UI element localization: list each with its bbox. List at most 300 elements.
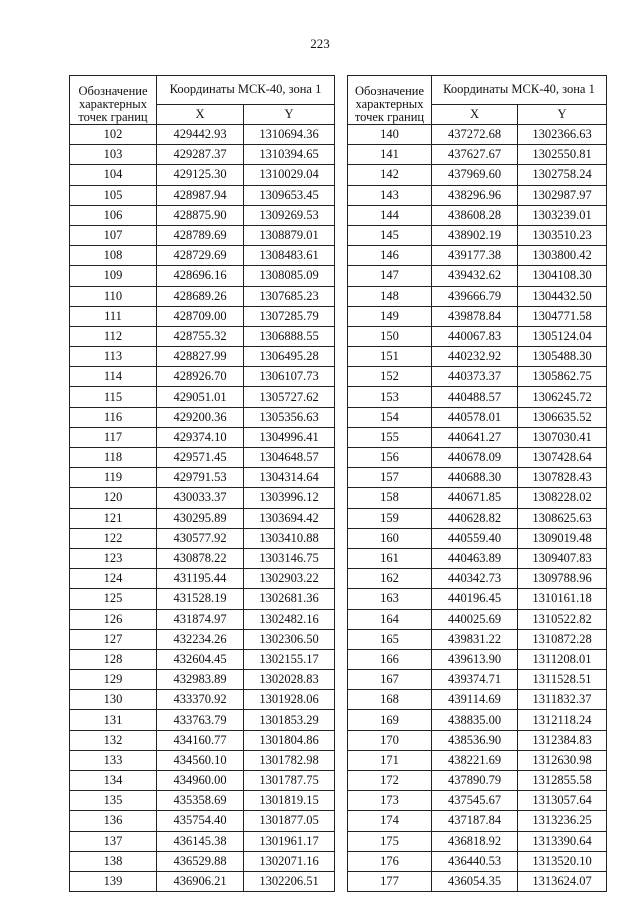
table-row	[348, 730, 607, 750]
point-number-cell: 112	[70, 326, 157, 346]
x-coordinate-cell: 433370.92	[157, 690, 244, 710]
point-number-cell: 121	[70, 508, 157, 528]
table-row	[348, 448, 607, 468]
table-row	[70, 649, 335, 669]
table-row	[70, 347, 335, 367]
y-coordinate-cell: 1310029.04	[244, 165, 335, 185]
x-coordinate-cell: 428789.69	[157, 225, 244, 245]
point-number-cell: 104	[70, 165, 157, 185]
point-number-cell: 153	[348, 387, 432, 407]
point-number-cell: 166	[348, 649, 432, 669]
point-number-cell: 160	[348, 528, 432, 548]
point-number-cell: 165	[348, 629, 432, 649]
table-row	[348, 831, 607, 851]
point-number-cell: 131	[70, 710, 157, 730]
y-coordinate-cell: 1304108.30	[518, 266, 607, 286]
x-coordinate-cell: 436440.53	[432, 851, 518, 871]
y-coordinate-cell: 1305727.62	[244, 387, 335, 407]
table-row	[70, 326, 335, 346]
table-row	[70, 811, 335, 831]
y-coordinate-cell: 1303410.88	[244, 528, 335, 548]
y-coordinate-cell: 1304996.41	[244, 427, 335, 447]
point-number-cell: 110	[70, 286, 157, 306]
x-coordinate-cell: 438296.96	[432, 185, 518, 205]
x-coordinate-cell: 432234.26	[157, 629, 244, 649]
y-coordinate-cell: 1306888.55	[244, 326, 335, 346]
table-row	[70, 771, 335, 791]
table-row	[70, 306, 335, 326]
point-number-cell: 139	[70, 871, 157, 891]
point-number-cell: 113	[70, 347, 157, 367]
table-row	[348, 488, 607, 508]
table-row	[70, 548, 335, 568]
x-coordinate-cell: 440559.40	[432, 528, 518, 548]
y-coordinate-cell: 1302681.36	[244, 589, 335, 609]
table-row	[70, 286, 335, 306]
y-coordinate-cell: 1305862.75	[518, 367, 607, 387]
x-coordinate-cell: 430577.92	[157, 528, 244, 548]
y-coordinate-cell: 1312855.58	[518, 771, 607, 791]
x-coordinate-cell: 439177.38	[432, 246, 518, 266]
x-coordinate-cell: 439666.79	[432, 286, 518, 306]
x-coordinate-cell: 431874.97	[157, 609, 244, 629]
x-coordinate-cell: 428729.69	[157, 246, 244, 266]
x-coordinate-cell: 437627.67	[432, 145, 518, 165]
table-row	[70, 569, 335, 589]
x-coordinate-cell: 437545.67	[432, 791, 518, 811]
y-coordinate-cell: 1309407.83	[518, 548, 607, 568]
y-coordinate-cell: 1307030.41	[518, 427, 607, 447]
point-number-cell: 162	[348, 569, 432, 589]
table-row	[348, 407, 607, 427]
y-coordinate-cell: 1312630.98	[518, 750, 607, 770]
y-coordinate-cell: 1301877.05	[244, 811, 335, 831]
table-row	[348, 548, 607, 568]
y-coordinate-cell: 1303694.42	[244, 508, 335, 528]
x-coordinate-cell: 428689.26	[157, 286, 244, 306]
x-coordinate-cell: 438902.19	[432, 225, 518, 245]
point-number-cell: 116	[70, 407, 157, 427]
table-row	[348, 246, 607, 266]
x-coordinate-cell: 437969.60	[432, 165, 518, 185]
point-number-cell: 134	[70, 771, 157, 791]
x-coordinate-cell: 428755.32	[157, 326, 244, 346]
x-coordinate-cell: 436054.35	[432, 871, 518, 891]
table-row	[348, 528, 607, 548]
y-coordinate-cell: 1309269.53	[244, 205, 335, 225]
page-number: 223	[310, 36, 330, 51]
table-row	[70, 589, 335, 609]
x-coordinate-cell: 428987.94	[157, 185, 244, 205]
point-number-cell: 170	[348, 730, 432, 750]
point-number-cell: 118	[70, 448, 157, 468]
x-coordinate-cell: 437890.79	[432, 771, 518, 791]
point-number-cell: 159	[348, 508, 432, 528]
point-number-cell: 119	[70, 468, 157, 488]
y-coordinate-cell: 1303800.42	[518, 246, 607, 266]
point-number-cell: 155	[348, 427, 432, 447]
table-row	[348, 750, 607, 770]
point-number-cell: 158	[348, 488, 432, 508]
y-coordinate-cell: 1302206.51	[244, 871, 335, 891]
y-coordinate-cell: 1302758.24	[518, 165, 607, 185]
point-number-cell: 144	[348, 205, 432, 225]
table-row	[70, 831, 335, 851]
table-row	[70, 448, 335, 468]
y-coordinate-cell: 1310872.28	[518, 629, 607, 649]
y-coordinate-cell: 1306495.28	[244, 347, 335, 367]
y-coordinate-cell: 1308228.02	[518, 488, 607, 508]
x-coordinate-cell: 440232.92	[432, 347, 518, 367]
x-coordinate-cell: 440578.01	[432, 407, 518, 427]
table-row	[348, 851, 607, 871]
x-coordinate-cell: 434160.77	[157, 730, 244, 750]
x-coordinate-cell: 437272.68	[432, 125, 518, 145]
point-number-cell: 126	[70, 609, 157, 629]
y-coordinate-cell: 1305488.30	[518, 347, 607, 367]
table-row	[70, 468, 335, 488]
table-row	[348, 125, 607, 145]
table-row	[348, 508, 607, 528]
table-row	[70, 690, 335, 710]
point-number-cell: 114	[70, 367, 157, 387]
y-coordinate-cell: 1310522.82	[518, 609, 607, 629]
point-name-header	[70, 76, 157, 125]
y-coordinate-cell: 1303996.12	[244, 488, 335, 508]
point-number-cell: 109	[70, 266, 157, 286]
point-name-header-line: точек границ	[354, 110, 425, 124]
coordinate-system-header: Координаты МСК-40, зона 1	[157, 76, 335, 105]
point-number-cell: 167	[348, 670, 432, 690]
point-number-cell: 125	[70, 589, 157, 609]
x-coordinate-cell: 439878.84	[432, 306, 518, 326]
point-number-cell: 152	[348, 367, 432, 387]
table-row	[70, 851, 335, 871]
point-number-cell: 173	[348, 791, 432, 811]
point-number-cell: 169	[348, 710, 432, 730]
y-coordinate-cell: 1307685.23	[244, 286, 335, 306]
y-coordinate-cell: 1302482.16	[244, 609, 335, 629]
y-coordinate-cell: 1307285.79	[244, 306, 335, 326]
x-coordinate-cell: 430295.89	[157, 508, 244, 528]
point-number-cell: 164	[348, 609, 432, 629]
point-name-header-line: характерных	[355, 97, 424, 111]
table-row	[348, 427, 607, 447]
x-coordinate-cell: 429791.53	[157, 468, 244, 488]
x-coordinate-cell: 439831.22	[432, 629, 518, 649]
point-number-cell: 137	[70, 831, 157, 851]
y-coordinate-cell: 1302306.50	[244, 629, 335, 649]
table-row	[70, 508, 335, 528]
y-coordinate-cell: 1304432.50	[518, 286, 607, 306]
y-coordinate-cell: 1310694.36	[244, 125, 335, 145]
point-number-cell: 138	[70, 851, 157, 871]
table-row	[348, 569, 607, 589]
point-number-cell: 156	[348, 448, 432, 468]
y-coordinate-cell: 1302071.16	[244, 851, 335, 871]
x-coordinate-cell: 436906.21	[157, 871, 244, 891]
point-number-cell: 123	[70, 548, 157, 568]
table-row	[70, 225, 335, 245]
y-coordinate-cell: 1308625.63	[518, 508, 607, 528]
table-row	[70, 266, 335, 286]
point-number-cell: 111	[70, 306, 157, 326]
y-coordinate-cell: 1307428.64	[518, 448, 607, 468]
table-row	[70, 427, 335, 447]
y-coordinate-cell: 1304771.58	[518, 306, 607, 326]
x-column-header: X	[157, 104, 244, 124]
point-number-cell: 124	[70, 569, 157, 589]
point-number-cell: 157	[348, 468, 432, 488]
point-number-cell: 140	[348, 125, 432, 145]
point-number-cell: 133	[70, 750, 157, 770]
table-row	[70, 791, 335, 811]
y-column-header: Y	[518, 104, 607, 124]
table-row	[70, 710, 335, 730]
y-coordinate-cell: 1304648.57	[244, 448, 335, 468]
x-coordinate-cell: 439114.69	[432, 690, 518, 710]
point-number-cell: 122	[70, 528, 157, 548]
table-row	[348, 306, 607, 326]
x-coordinate-cell: 428696.16	[157, 266, 244, 286]
point-number-cell: 168	[348, 690, 432, 710]
point-number-cell: 146	[348, 246, 432, 266]
y-coordinate-cell: 1302903.22	[244, 569, 335, 589]
y-coordinate-cell: 1302155.17	[244, 649, 335, 669]
y-coordinate-cell: 1312384.83	[518, 730, 607, 750]
table-row	[348, 649, 607, 669]
y-coordinate-cell: 1311208.01	[518, 649, 607, 669]
table-row	[70, 670, 335, 690]
point-number-cell: 105	[70, 185, 157, 205]
x-coordinate-cell: 438835.00	[432, 710, 518, 730]
y-column-header: Y	[244, 104, 335, 124]
point-name-header	[348, 76, 432, 125]
x-column-header: X	[432, 104, 518, 124]
y-coordinate-cell: 1310161.18	[518, 589, 607, 609]
y-coordinate-cell: 1309788.96	[518, 569, 607, 589]
point-name-header-line: Обозначение	[354, 84, 425, 98]
table-row	[348, 670, 607, 690]
y-coordinate-cell: 1308085.09	[244, 266, 335, 286]
table-row	[70, 205, 335, 225]
y-coordinate-cell: 1301819.15	[244, 791, 335, 811]
table-row	[70, 246, 335, 266]
x-coordinate-cell: 440463.89	[432, 548, 518, 568]
y-coordinate-cell: 1308879.01	[244, 225, 335, 245]
x-coordinate-cell: 436529.88	[157, 851, 244, 871]
x-coordinate-cell: 439613.90	[432, 649, 518, 669]
x-coordinate-cell: 439374.71	[432, 670, 518, 690]
x-coordinate-cell: 436818.92	[432, 831, 518, 851]
y-coordinate-cell: 1303239.01	[518, 205, 607, 225]
table-row	[70, 750, 335, 770]
y-coordinate-cell: 1301787.75	[244, 771, 335, 791]
point-number-cell: 175	[348, 831, 432, 851]
y-coordinate-cell: 1301961.17	[244, 831, 335, 851]
point-number-cell: 176	[348, 851, 432, 871]
x-coordinate-cell: 438536.90	[432, 730, 518, 750]
y-coordinate-cell: 1313624.07	[518, 871, 607, 891]
table-row	[348, 811, 607, 831]
point-name-header-line: характерных	[79, 97, 147, 111]
x-coordinate-cell: 434960.00	[157, 771, 244, 791]
point-number-cell: 142	[348, 165, 432, 185]
x-coordinate-cell: 431528.19	[157, 589, 244, 609]
y-coordinate-cell: 1308483.61	[244, 246, 335, 266]
y-coordinate-cell: 1301928.06	[244, 690, 335, 710]
y-coordinate-cell: 1301804.86	[244, 730, 335, 750]
x-coordinate-cell: 428827.99	[157, 347, 244, 367]
y-coordinate-cell: 1311528.51	[518, 670, 607, 690]
x-coordinate-cell: 438608.28	[432, 205, 518, 225]
point-name-header-line: точек границ	[78, 110, 148, 124]
x-coordinate-cell: 440688.30	[432, 468, 518, 488]
x-coordinate-cell: 432604.45	[157, 649, 244, 669]
point-number-cell: 107	[70, 225, 157, 245]
table-row	[348, 286, 607, 306]
table-row	[348, 609, 607, 629]
table-row	[348, 791, 607, 811]
table-row	[348, 367, 607, 387]
table-row	[70, 387, 335, 407]
x-coordinate-cell: 440488.57	[432, 387, 518, 407]
table-row	[70, 407, 335, 427]
x-coordinate-cell: 436145.38	[157, 831, 244, 851]
table-row	[70, 125, 335, 145]
x-coordinate-cell: 429442.93	[157, 125, 244, 145]
x-coordinate-cell: 440067.83	[432, 326, 518, 346]
x-coordinate-cell: 437187.84	[432, 811, 518, 831]
point-number-cell: 115	[70, 387, 157, 407]
table-row	[348, 771, 607, 791]
y-coordinate-cell: 1303146.75	[244, 548, 335, 568]
y-coordinate-cell: 1301782.98	[244, 750, 335, 770]
point-number-cell: 120	[70, 488, 157, 508]
x-coordinate-cell: 428875.90	[157, 205, 244, 225]
table-row	[348, 225, 607, 245]
x-coordinate-cell: 429287.37	[157, 145, 244, 165]
point-number-cell: 148	[348, 286, 432, 306]
x-coordinate-cell: 430033.37	[157, 488, 244, 508]
x-coordinate-cell: 435358.69	[157, 791, 244, 811]
x-coordinate-cell: 432983.89	[157, 670, 244, 690]
x-coordinate-cell: 440671.85	[432, 488, 518, 508]
x-coordinate-cell: 429125.30	[157, 165, 244, 185]
y-coordinate-cell: 1303510.23	[518, 225, 607, 245]
x-coordinate-cell: 434560.10	[157, 750, 244, 770]
x-coordinate-cell: 429571.45	[157, 448, 244, 468]
table-row	[70, 730, 335, 750]
table-row	[70, 629, 335, 649]
coordinates-table-left	[69, 75, 335, 892]
point-number-cell: 103	[70, 145, 157, 165]
x-coordinate-cell: 439432.62	[432, 266, 518, 286]
point-number-cell: 145	[348, 225, 432, 245]
x-coordinate-cell: 428926.70	[157, 367, 244, 387]
point-number-cell: 172	[348, 771, 432, 791]
y-coordinate-cell: 1301853.29	[244, 710, 335, 730]
point-number-cell: 130	[70, 690, 157, 710]
x-coordinate-cell: 435754.40	[157, 811, 244, 831]
y-coordinate-cell: 1302550.81	[518, 145, 607, 165]
coordinates-table-right	[347, 75, 607, 892]
table-row	[348, 185, 607, 205]
table-row	[70, 165, 335, 185]
point-number-cell: 102	[70, 125, 157, 145]
y-coordinate-cell: 1306635.52	[518, 407, 607, 427]
y-coordinate-cell: 1310394.65	[244, 145, 335, 165]
table-row	[348, 589, 607, 609]
table-row	[70, 871, 335, 891]
point-number-cell: 150	[348, 326, 432, 346]
point-number-cell: 171	[348, 750, 432, 770]
y-coordinate-cell: 1307828.43	[518, 468, 607, 488]
x-coordinate-cell: 438221.69	[432, 750, 518, 770]
point-number-cell: 106	[70, 205, 157, 225]
table-row	[70, 528, 335, 548]
y-coordinate-cell: 1313390.64	[518, 831, 607, 851]
table-row	[348, 710, 607, 730]
point-number-cell: 132	[70, 730, 157, 750]
point-number-cell: 135	[70, 791, 157, 811]
y-coordinate-cell: 1305124.04	[518, 326, 607, 346]
x-coordinate-cell: 431195.44	[157, 569, 244, 589]
x-coordinate-cell: 440025.69	[432, 609, 518, 629]
table-row	[70, 488, 335, 508]
x-coordinate-cell: 440196.45	[432, 589, 518, 609]
table-row	[70, 367, 335, 387]
point-number-cell: 163	[348, 589, 432, 609]
x-coordinate-cell: 440373.37	[432, 367, 518, 387]
x-coordinate-cell: 428709.00	[157, 306, 244, 326]
x-coordinate-cell: 429051.01	[157, 387, 244, 407]
point-number-cell: 154	[348, 407, 432, 427]
table-row	[348, 629, 607, 649]
point-name-header-line: Обозначение	[78, 84, 148, 98]
y-coordinate-cell: 1304314.64	[244, 468, 335, 488]
table-row	[348, 145, 607, 165]
x-coordinate-cell: 440628.82	[432, 508, 518, 528]
y-coordinate-cell: 1305356.63	[244, 407, 335, 427]
y-coordinate-cell: 1312118.24	[518, 710, 607, 730]
y-coordinate-cell: 1302028.83	[244, 670, 335, 690]
point-number-cell: 127	[70, 629, 157, 649]
table-row	[348, 326, 607, 346]
y-coordinate-cell: 1302987.97	[518, 185, 607, 205]
point-number-cell: 149	[348, 306, 432, 326]
table-row	[348, 387, 607, 407]
x-coordinate-cell: 433763.79	[157, 710, 244, 730]
x-coordinate-cell: 440641.27	[432, 427, 518, 447]
table-row	[348, 205, 607, 225]
table-row	[348, 266, 607, 286]
point-number-cell: 108	[70, 246, 157, 266]
y-coordinate-cell: 1306107.73	[244, 367, 335, 387]
point-number-cell: 151	[348, 347, 432, 367]
x-coordinate-cell: 440342.73	[432, 569, 518, 589]
x-coordinate-cell: 440678.09	[432, 448, 518, 468]
y-coordinate-cell: 1313236.25	[518, 811, 607, 831]
point-number-cell: 128	[70, 649, 157, 669]
y-coordinate-cell: 1309019.48	[518, 528, 607, 548]
table-row	[70, 145, 335, 165]
point-number-cell: 129	[70, 670, 157, 690]
y-coordinate-cell: 1302366.63	[518, 125, 607, 145]
y-coordinate-cell: 1313057.64	[518, 791, 607, 811]
point-number-cell: 177	[348, 871, 432, 891]
y-coordinate-cell: 1311832.37	[518, 690, 607, 710]
